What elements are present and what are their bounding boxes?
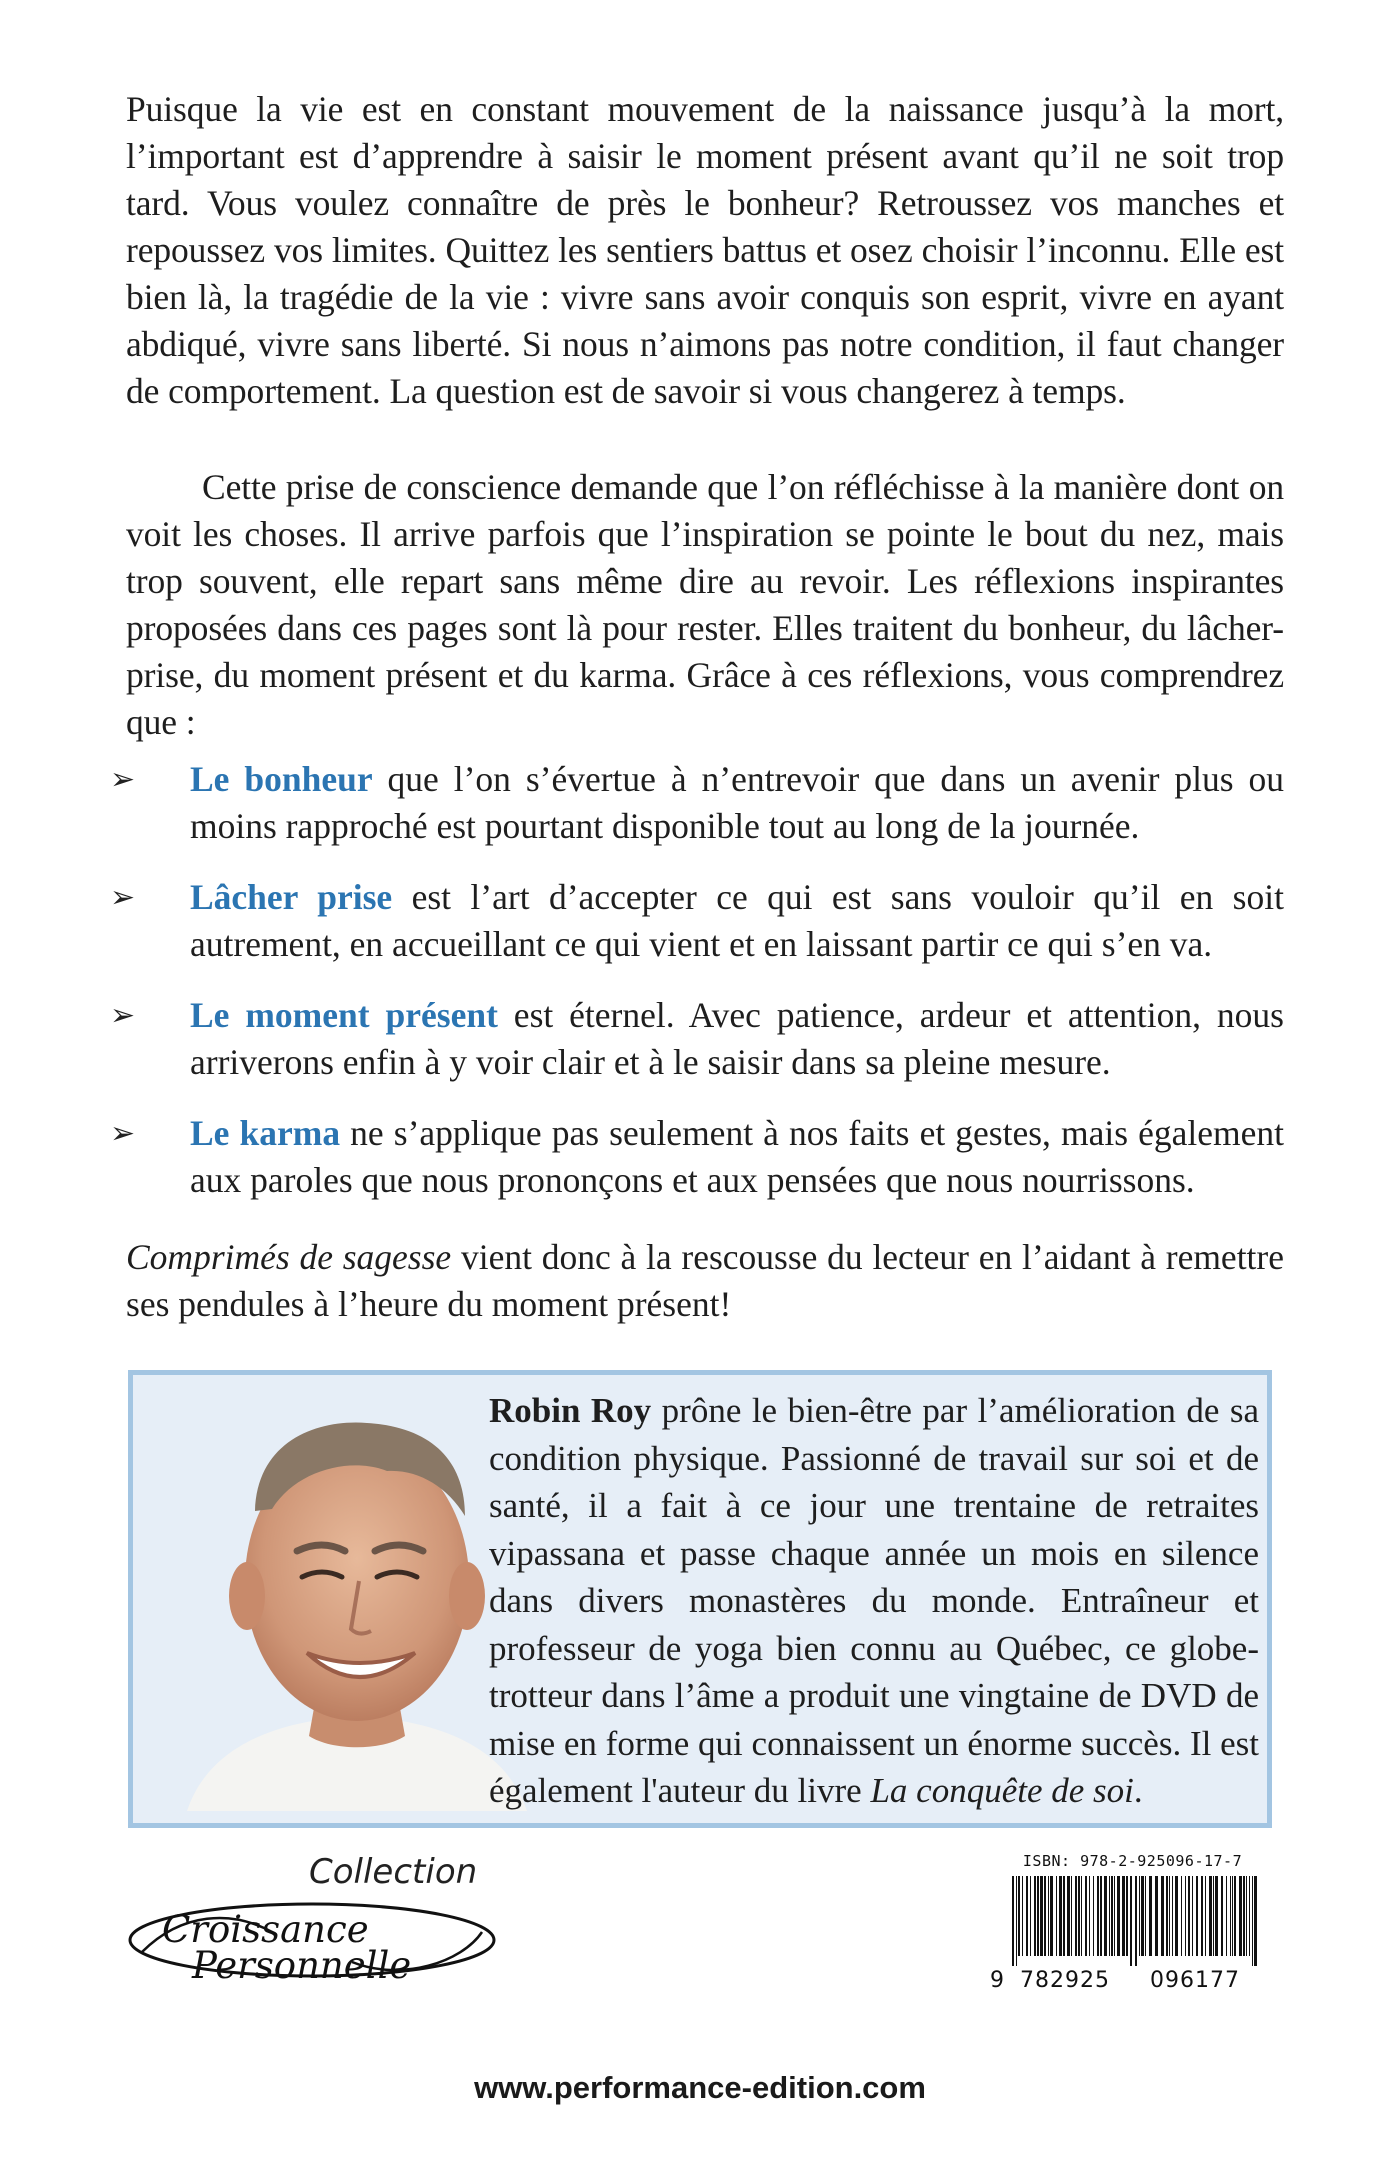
barcode-bar xyxy=(1196,1876,1198,1956)
barcode-bar xyxy=(1145,1876,1146,1956)
bullet-keyword: Lâcher prise xyxy=(190,877,393,917)
barcode-left-digits: 782925 xyxy=(1020,1968,1110,1993)
barcode-bar xyxy=(1056,1876,1057,1956)
collection-logo xyxy=(122,1852,502,1987)
logo-collection-label: Collection xyxy=(309,1852,478,1892)
barcode-bar xyxy=(1239,1876,1242,1956)
bullet-text: ne s’applique pas seulement à nos faits et gestes, mais également aux paroles que nous prononçons et aux pensées que nous nourrissons. xyxy=(190,1113,1284,1200)
list-item xyxy=(110,992,1284,1086)
barcode-bar xyxy=(1141,1876,1144,1956)
barcode-bar xyxy=(1037,1876,1039,1956)
barcode-bar xyxy=(1067,1876,1070,1956)
barcode-first-digit: 9 xyxy=(990,1968,1005,1993)
author-box xyxy=(128,1370,1272,1828)
logo-line1: Croissance xyxy=(162,1908,369,1951)
bullet-text: est éternel. Avec patience, ardeur et attention, nous arriverons enfin à y voir clair et à le saisir dans sa pleine mesure. xyxy=(190,995,1284,1082)
barcode-right-digits: 096177 xyxy=(1150,1968,1240,1993)
barcode xyxy=(990,1852,1275,1992)
barcode-bar xyxy=(1030,1876,1031,1956)
barcode-bar xyxy=(1215,1876,1218,1956)
barcode-bar xyxy=(1221,1876,1223,1956)
barcode-bar xyxy=(1249,1876,1250,1956)
barcode-bar xyxy=(1117,1876,1120,1956)
barcode-bar xyxy=(1205,1876,1206,1956)
barcode-bar xyxy=(1048,1876,1049,1956)
second-paragraph: Cette prise de conscience demande que l’on réfléchisse à la manière dont on voit les choses. Il arrive parfois que l’inspiration se pointe le bout du nez, mais trop souvent, elle repart sans même dire au revoir. Les réflexions inspirantes proposées dans ces pages sont là pour rester. Elles traitent du bonheur, du lâcher-prise, du moment présent et du karma. Grâce à ces réflexions, vous comprendrez que : xyxy=(126,467,1284,742)
author-name: Robin Roy xyxy=(489,1391,652,1430)
list-item xyxy=(110,756,1284,850)
barcode-bar xyxy=(1016,1876,1017,1966)
barcode-bar xyxy=(1085,1876,1087,1956)
barcode-bar xyxy=(1071,1876,1072,1956)
arrow-icon: ➢ xyxy=(110,998,136,1033)
barcode-bar xyxy=(1201,1876,1203,1956)
list-item xyxy=(110,1110,1284,1204)
arrow-icon: ➢ xyxy=(110,1116,136,1151)
bullet-keyword: Le karma xyxy=(190,1113,341,1153)
barcode-bar xyxy=(1130,1876,1132,1966)
barcode-bar xyxy=(1081,1876,1082,1956)
author-bio-text: prône le bien-être par l’amélioration de sa condition physique. Passionné de travail sur soi et de santé, il a fait à ce jour une trentaine de retraites vipassana et passe chaque année un mois en silence dans divers monastères du monde. Entraîneur et professeur de yoga bien connu au Québec, ce globe-trotteur dans l’âme a produit une vingtaine de DVD de mise en forme qui connaissent un énorme succès. Il est également l'auteur du livre xyxy=(489,1391,1259,1810)
barcode-bar xyxy=(1040,1876,1043,1956)
barcode-bar xyxy=(1246,1876,1247,1956)
barcode-bar xyxy=(1232,1876,1233,1956)
barcode-bar xyxy=(1181,1876,1182,1956)
barcode-bar xyxy=(1188,1876,1190,1956)
barcode-bar xyxy=(1213,1876,1214,1956)
barcode-bar xyxy=(1063,1876,1065,1956)
barcode-bar xyxy=(1044,1876,1046,1956)
barcode-bar xyxy=(1018,1876,1020,1956)
bullet-keyword: Le moment présent xyxy=(190,995,498,1035)
barcode-bar xyxy=(1012,1876,1014,1966)
bullet-text: que l’on s’évertue à n’entrevoir que dans un avenir plus ou moins rapproché est pourtant disponible tout au long de la journée. xyxy=(190,759,1285,846)
barcode-bar xyxy=(1122,1876,1125,1956)
barcode-bar xyxy=(1093,1876,1094,1956)
barcode-bar xyxy=(1155,1876,1158,1956)
barcode-bar xyxy=(1243,1876,1245,1956)
author-book-title: La conquête de soi xyxy=(870,1771,1134,1810)
barcode-bar xyxy=(1050,1876,1053,1956)
barcode-bar xyxy=(1166,1876,1168,1956)
barcode-bar xyxy=(1109,1876,1110,1956)
barcode-bar xyxy=(1254,1876,1257,1966)
bullet-text: est l’art d’accepter ce qui est sans vouloir qu’il en soit autrement, en accueillant ce qui vient et en laissant partir ce qui s’en va. xyxy=(190,877,1284,964)
arrow-icon: ➢ xyxy=(110,762,136,797)
isbn-label: ISBN: 978-2-925096-17-7 xyxy=(1022,1852,1243,1870)
key-points-list xyxy=(110,756,1284,1204)
conclusion-paragraph xyxy=(126,1234,1284,1328)
barcode-bar xyxy=(1185,1876,1186,1956)
logo-line2: Personnelle xyxy=(192,1944,412,1987)
author-bio xyxy=(489,1387,1259,1815)
book-title: Comprimés de sagesse xyxy=(126,1237,452,1277)
barcode-bar xyxy=(1104,1876,1107,1956)
conclusion-text: vient donc à la rescousse du lecteur en l’aidant à remettre ses pendules à l’heure du moment présent! xyxy=(126,1237,1284,1324)
intro-paragraph: Puisque la vie est en constant mouvement de la naissance jusqu’à la mort, l’important est d’apprendre à saisir le moment présent avant qu’il ne soit trop tard. Vous voulez connaître de près le bonheur? Retroussez vos manches et repoussez vos limites. Quittez les sentiers battus et osez choisir l’inconnu. Elle est bien là, la tragédie de la vie : vivre sans avoir conquis son esprit, vivre en ayant abdiqué, vivre sans liberté. Si nous n’aimons pas notre condition, il faut changer de comportement. La question est de savoir si vous changerez à temps. xyxy=(126,89,1284,411)
barcode-bar xyxy=(1172,1876,1173,1956)
barcode-bar xyxy=(1135,1876,1137,1966)
website-url: www.performance-edition.com xyxy=(474,2070,926,2105)
barcode-bar xyxy=(1252,1876,1253,1966)
barcode-bar xyxy=(1192,1876,1193,1956)
barcode-bar xyxy=(1097,1876,1099,1956)
barcode-bar xyxy=(1078,1876,1080,1956)
barcode-bar xyxy=(1034,1876,1036,1956)
barcode-bar xyxy=(1209,1876,1212,1956)
barcode-bar xyxy=(1114,1876,1115,1956)
barcode-bar xyxy=(1022,1876,1023,1956)
barcode-bar xyxy=(1075,1876,1077,1956)
barcode-bar xyxy=(1149,1876,1152,1956)
barcode-bar xyxy=(1230,1876,1231,1956)
arrow-icon: ➢ xyxy=(110,880,136,915)
barcode-bar xyxy=(1111,1876,1113,1956)
barcode-bar xyxy=(1139,1876,1140,1956)
barcode-bar xyxy=(1161,1876,1164,1956)
bullet-keyword: Le bonheur xyxy=(190,759,373,799)
barcode-bar xyxy=(1126,1876,1128,1956)
author-bio-end: . xyxy=(1133,1771,1143,1810)
barcode-bar xyxy=(1100,1876,1102,1956)
list-item xyxy=(110,874,1284,968)
barcode-bar xyxy=(1026,1876,1028,1956)
barcode-bar xyxy=(1226,1876,1227,1956)
barcode-bar xyxy=(1234,1876,1236,1956)
barcode-bar xyxy=(1175,1876,1178,1956)
barcode-bar xyxy=(1089,1876,1090,1956)
barcode-bar xyxy=(1169,1876,1170,1956)
barcode-bars xyxy=(990,1876,1275,1968)
barcode-bar xyxy=(1059,1876,1062,1956)
